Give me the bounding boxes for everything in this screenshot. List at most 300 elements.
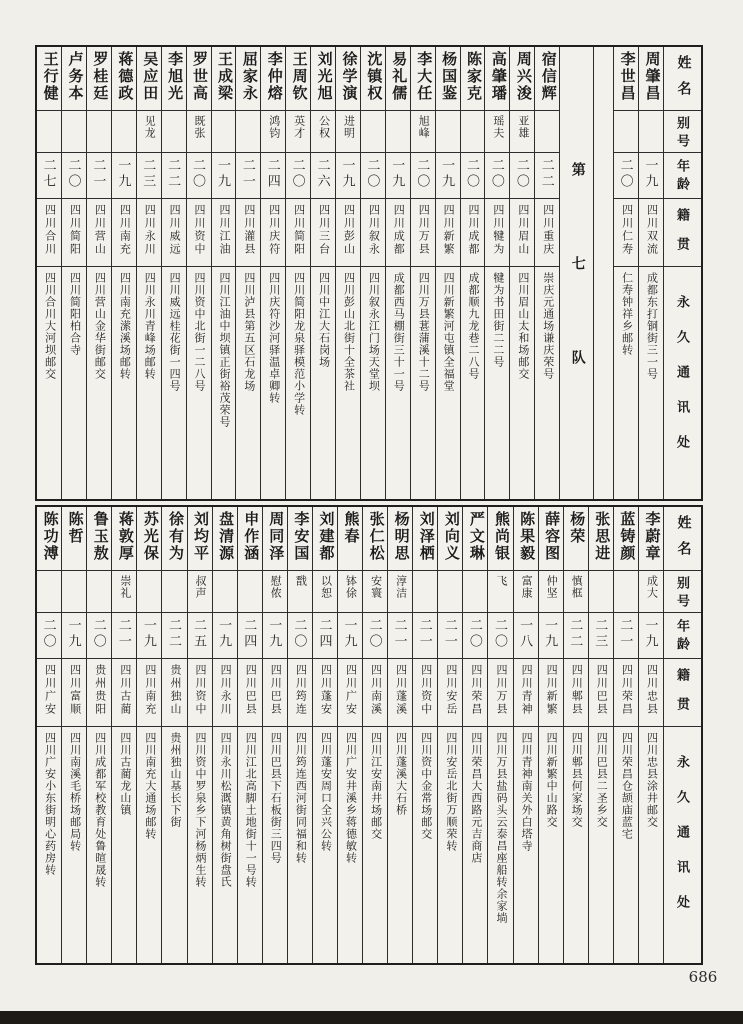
header-origin-text: 籍贯 (675, 668, 690, 726)
header-alias-text: 别号 (675, 116, 690, 152)
person-alias-cell (188, 571, 212, 613)
person-address-text: 四川永川青峰场邮转 (143, 272, 156, 380)
person-age-text: 二〇 (492, 618, 508, 650)
person-age-cell (386, 153, 410, 199)
person-name-text: 刘光旭 (315, 51, 332, 102)
person-alias-cell (413, 571, 437, 613)
person-name-text: 宿信辉 (539, 51, 556, 102)
person-address-text: 四川叙永江门场天堂坝 (367, 272, 380, 392)
person-alias-cell (639, 111, 663, 153)
person-address-cell (187, 267, 211, 499)
person-address-cell (510, 267, 534, 499)
person-origin-text: 四川资中 (419, 664, 432, 716)
person-origin-text: 四川富顺 (68, 664, 81, 716)
person-column (235, 47, 260, 499)
person-name-text: 李蔚章 (643, 511, 660, 562)
person-name-cell (37, 47, 61, 111)
person-origin-cell (187, 199, 211, 267)
person-age-text: 二〇 (66, 158, 82, 190)
person-address-text: 四川新繁中山路交 (545, 732, 558, 828)
person-address-cell (238, 727, 262, 963)
person-address-text: 四川资中北街一二八号 (193, 272, 206, 392)
person-name-cell (261, 47, 285, 111)
person-column (588, 507, 613, 963)
person-name-cell (311, 47, 335, 111)
person-age-text: 二一 (442, 618, 458, 650)
person-origin-text: 四川青神 (520, 664, 533, 716)
person-alias-cell (614, 111, 638, 153)
person-column (86, 507, 111, 963)
person-age-text: 二〇 (91, 618, 107, 650)
person-name-cell (187, 47, 211, 111)
person-alias-cell (288, 571, 312, 613)
person-origin-text: 四川郫县 (570, 664, 583, 716)
person-age-cell (485, 153, 509, 199)
person-address-cell (137, 727, 161, 963)
person-alias-cell (37, 571, 61, 613)
person-age-text: 二一 (240, 158, 256, 190)
person-age-cell (510, 153, 534, 199)
header-name-text: 姓名 (675, 515, 691, 567)
person-origin-cell (488, 659, 512, 727)
person-age-text: 二〇 (618, 158, 634, 190)
person-age-cell (187, 153, 211, 199)
person-age-text: 二五 (192, 618, 208, 650)
person-address-text: 四川安岳北街万顺荣转 (444, 732, 457, 852)
person-alias-text: 叔声 (194, 575, 207, 599)
person-address-text: 四川江北高脚土地街十一号转 (244, 732, 257, 888)
header-age-cell (664, 153, 701, 199)
person-origin-text: 四川威远 (168, 204, 181, 256)
person-name-text: 陈果毅 (518, 511, 535, 562)
person-column (484, 47, 509, 499)
person-name-cell (288, 507, 312, 571)
person-name-cell (188, 507, 212, 571)
header-origin-cell (664, 659, 701, 727)
person-name-cell (639, 47, 663, 111)
person-origin-text: 四川成都 (467, 204, 480, 256)
person-alias-cell (187, 111, 211, 153)
person-age-text: 二七 (41, 158, 57, 190)
person-alias-cell (137, 571, 161, 613)
person-column (111, 507, 136, 963)
person-origin-text: 四川忠县 (645, 664, 658, 716)
person-age-text: 二〇 (365, 158, 381, 190)
person-alias-cell (162, 571, 186, 613)
person-name-text: 熊春 (342, 511, 359, 545)
person-column (362, 507, 387, 963)
person-name-cell (539, 507, 563, 571)
person-name-cell (461, 47, 485, 111)
person-name-cell (162, 47, 186, 111)
person-age-cell (413, 613, 437, 659)
person-name-cell (162, 507, 186, 571)
person-column (613, 507, 638, 963)
person-name-cell (37, 507, 61, 571)
person-origin-text: 四川简阳 (68, 204, 81, 256)
person-name-cell (485, 47, 509, 111)
squad-divider-column (559, 47, 593, 499)
person-age-text: 二〇 (415, 158, 431, 190)
person-address-text: 四川南充潆溪场邮转 (118, 272, 131, 380)
person-age-text: 二一 (392, 618, 408, 650)
person-age-cell (112, 153, 136, 199)
person-origin-text: 四川南溪 (369, 664, 382, 716)
person-address-text: 四川营山金华街邮交 (93, 272, 106, 380)
person-address-cell (313, 727, 337, 963)
person-age-text: 一九 (643, 618, 659, 650)
person-origin-text: 四川永川 (219, 664, 232, 716)
person-origin-cell (436, 199, 460, 267)
person-name-cell (463, 507, 487, 571)
person-alias-text: 鸿钧 (267, 115, 280, 139)
header-age-text: 年龄 (675, 619, 690, 655)
header-age-text: 年龄 (675, 159, 690, 195)
scan-edge-artifact (0, 1011, 743, 1024)
person-alias-cell (461, 111, 485, 153)
person-origin-text: 四川资中 (193, 204, 206, 256)
person-address-cell (188, 727, 212, 963)
person-name-text: 卢务本 (66, 51, 83, 102)
person-name-text: 盘清源 (217, 511, 234, 562)
person-origin-cell (514, 659, 538, 727)
person-origin-cell (639, 659, 663, 727)
person-age-text: 一九 (141, 618, 157, 650)
person-address-text: 四川万县葚蒲溪十二号 (417, 272, 430, 392)
person-name-text: 周肇昌 (643, 51, 660, 102)
person-alias-text: 英才 (292, 115, 305, 139)
person-origin-text: 四川江油 (217, 204, 230, 256)
person-address-cell (336, 267, 360, 499)
person-name-cell (87, 47, 111, 111)
person-origin-text: 贵州贵阳 (93, 664, 106, 716)
person-name-cell (62, 507, 86, 571)
person-column (487, 507, 512, 963)
person-name-text: 熊尚银 (492, 511, 509, 562)
person-address-text: 四川成都军校教育处鲁暄晟转 (93, 732, 106, 888)
top-register-table (35, 45, 703, 501)
person-address-cell (263, 727, 287, 963)
person-age-text: 二〇 (489, 158, 505, 190)
person-origin-cell (589, 659, 613, 727)
person-address-cell (162, 727, 186, 963)
person-address-text: 四川简阳龙泉驿模范小学转 (292, 272, 305, 416)
person-age-text: 二〇 (290, 158, 306, 190)
person-origin-cell (463, 659, 487, 727)
person-age-text: 一九 (643, 158, 659, 190)
person-origin-text: 四川蓬安 (319, 664, 332, 716)
person-alias-cell (535, 111, 559, 153)
person-origin-text: 四川简阳 (292, 204, 305, 256)
person-name-cell (411, 47, 435, 111)
header-column (663, 507, 701, 963)
person-address-text: 崇庆元通场谦庆荣号 (541, 272, 554, 380)
person-address-cell (485, 267, 509, 499)
person-origin-text: 四川三台 (317, 204, 330, 256)
person-alias-cell (514, 571, 538, 613)
person-address-text: 仁寿钟祥乡邮转 (620, 272, 633, 356)
person-age-cell (286, 153, 310, 199)
person-column (61, 507, 86, 963)
person-origin-cell (510, 199, 534, 267)
person-address-cell (413, 727, 437, 963)
person-origin-cell (288, 659, 312, 727)
person-origin-cell (37, 659, 61, 727)
person-alias-cell (87, 111, 111, 153)
person-name-cell (238, 507, 262, 571)
person-column (260, 47, 285, 499)
header-origin-text: 籍贯 (675, 208, 690, 266)
person-address-text: 四川眉山太和场邮交 (516, 272, 529, 380)
person-alias-cell (386, 111, 410, 153)
person-address-cell (535, 267, 559, 499)
person-address-cell (236, 267, 260, 499)
person-origin-cell (338, 659, 362, 727)
person-name-cell (87, 507, 111, 571)
header-alias-cell (664, 111, 701, 153)
person-alias-cell (62, 111, 86, 153)
person-address-text: 四川万县盐码头云泰昌座船转余家埫 (494, 732, 507, 924)
person-address-text: 成都西马棚街三十一号 (392, 272, 405, 392)
person-alias-cell (311, 111, 335, 153)
person-name-cell (514, 507, 538, 571)
person-age-cell (488, 613, 512, 659)
person-column (136, 47, 161, 499)
person-name-cell (213, 507, 237, 571)
person-alias-cell (485, 111, 509, 153)
person-alias-cell (438, 571, 462, 613)
person-age-text: 二三 (593, 618, 609, 650)
person-address-text: 四川广安井溪乡蒋德敏转 (344, 732, 357, 864)
person-name-text: 蓝铸颜 (618, 511, 635, 562)
person-column (613, 47, 638, 499)
person-origin-text: 四川巴县 (595, 664, 608, 716)
person-age-cell (137, 613, 161, 659)
person-address-cell (386, 267, 410, 499)
person-column (111, 47, 136, 499)
person-name-text: 杨明思 (392, 511, 409, 562)
person-name-cell (510, 47, 534, 111)
person-age-cell (614, 153, 638, 199)
header-name-text: 姓名 (675, 55, 691, 107)
person-age-text: 一九 (66, 618, 82, 650)
person-name-text: 高肇璠 (489, 51, 506, 102)
person-age-cell (614, 613, 638, 659)
person-age-cell (313, 613, 337, 659)
person-column (509, 47, 534, 499)
person-alias-cell (639, 571, 663, 613)
person-origin-cell (286, 199, 310, 267)
person-origin-text: 四川筠连 (294, 664, 307, 716)
person-origin-cell (212, 199, 236, 267)
person-age-text: 二〇 (467, 618, 483, 650)
person-address-cell (361, 267, 385, 499)
person-alias-text: 戬 (294, 575, 307, 587)
person-alias-text: 慎框 (570, 575, 583, 599)
person-age-text: 一九 (215, 158, 231, 190)
person-age-text: 一八 (518, 618, 534, 650)
header-alias-text: 别号 (675, 576, 690, 612)
person-name-cell (137, 507, 161, 571)
person-column (186, 47, 211, 499)
person-address-text: 四川筠连西河街同福和转 (294, 732, 307, 864)
person-alias-cell (488, 571, 512, 613)
person-age-text: 二〇 (465, 158, 481, 190)
person-alias-text: 成大 (645, 575, 658, 599)
person-name-cell (589, 507, 613, 571)
person-column (187, 507, 212, 963)
person-address-cell (212, 267, 236, 499)
person-name-cell (488, 507, 512, 571)
person-alias-text: 钵俆 (344, 575, 357, 599)
person-column (538, 507, 563, 963)
person-name-cell (112, 47, 136, 111)
person-origin-cell (485, 199, 509, 267)
person-origin-text: 四川重庆 (541, 204, 554, 256)
person-origin-text: 四川彭山 (342, 204, 355, 256)
person-address-text: 四川泸县第五区石龙场 (242, 272, 255, 392)
person-origin-cell (87, 199, 111, 267)
person-origin-cell (461, 199, 485, 267)
person-name-cell (436, 47, 460, 111)
person-origin-cell (535, 199, 559, 267)
person-origin-text: 四川巴县 (244, 664, 257, 716)
person-name-cell (212, 47, 236, 111)
person-address-text: 四川南溪毛桥场邮局转 (68, 732, 81, 852)
person-age-cell (311, 153, 335, 199)
person-address-text: 四川巴县下石板街三四号 (269, 732, 282, 864)
person-name-cell (363, 507, 387, 571)
person-column (638, 507, 663, 963)
person-address-text: 四川永川松溉镇黄角树街盘氏 (219, 732, 232, 888)
person-address-cell (639, 727, 663, 963)
person-name-text: 苏光保 (141, 511, 158, 562)
person-alias-text: 亚雄 (516, 115, 529, 139)
person-origin-text: 四川新繁 (545, 664, 558, 716)
person-column (312, 507, 337, 963)
person-address-cell (614, 267, 638, 499)
person-origin-text: 四川成都 (392, 204, 405, 256)
person-alias-text: 慰侬 (269, 575, 282, 599)
person-origin-cell (313, 659, 337, 727)
person-address-cell (112, 267, 136, 499)
person-origin-cell (413, 659, 437, 727)
person-name-cell (286, 47, 310, 111)
person-age-text: 二二 (568, 618, 584, 650)
person-alias-text: 瑶夫 (491, 115, 504, 139)
person-origin-cell (213, 659, 237, 727)
person-address-cell (388, 727, 412, 963)
person-alias-text: 安寰 (369, 575, 382, 599)
person-origin-cell (386, 199, 410, 267)
person-address-text: 四川荣昌大西路元吉商店 (469, 732, 482, 864)
person-alias-cell (539, 571, 563, 613)
person-address-text: 四川简阳柏合寺 (68, 272, 81, 356)
person-name-cell (338, 507, 362, 571)
person-age-text: 一九 (217, 618, 233, 650)
person-name-cell (388, 507, 412, 571)
person-name-text: 李仲熔 (265, 51, 282, 102)
person-name-text: 鲁玉敖 (91, 511, 108, 562)
person-alias-cell (137, 111, 161, 153)
person-alias-cell (162, 111, 186, 153)
person-address-cell (514, 727, 538, 963)
person-name-text: 徐有为 (166, 511, 183, 562)
person-alias-cell (37, 111, 61, 153)
person-address-text: 四川荣昌仓颉庙蓝宅 (620, 732, 633, 840)
person-alias-text: 见龙 (143, 115, 156, 139)
person-name-text: 李世昌 (618, 51, 635, 102)
squad-label: 第七队 (569, 162, 585, 444)
person-origin-text: 四川眉山 (516, 204, 529, 256)
person-age-cell (261, 153, 285, 199)
header-origin-cell (664, 199, 701, 267)
person-address-cell (639, 267, 663, 499)
person-column (37, 507, 61, 963)
person-name-cell (438, 507, 462, 571)
person-age-cell (361, 153, 385, 199)
person-name-text: 严文琳 (467, 511, 484, 562)
person-age-text: 一九 (340, 158, 356, 190)
person-address-cell (436, 267, 460, 499)
person-age-cell (37, 613, 61, 659)
person-address-cell (87, 727, 111, 963)
person-origin-text: 四川万县 (494, 664, 507, 716)
person-origin-text: 四川合川 (43, 204, 56, 256)
person-address-cell (338, 727, 362, 963)
person-address-cell (87, 267, 111, 499)
person-age-text: 一九 (267, 618, 283, 650)
person-age-cell (62, 153, 86, 199)
person-address-cell (614, 727, 638, 963)
person-origin-cell (62, 199, 86, 267)
person-address-text: 四川青神南关外白塔寺 (520, 732, 533, 852)
person-name-cell (639, 507, 663, 571)
person-alias-text: 以恕 (319, 575, 332, 599)
person-alias-text: 旭峰 (417, 115, 430, 139)
person-origin-cell (137, 199, 161, 267)
person-name-cell (413, 507, 437, 571)
person-address-text: 四川庆符沙河驿温卓卿转 (267, 272, 280, 404)
person-column (563, 507, 588, 963)
person-name-cell (361, 47, 385, 111)
person-address-cell (37, 727, 61, 963)
header-address-text: 永久通讯处 (675, 755, 690, 930)
person-origin-cell (388, 659, 412, 727)
person-name-text: 李大任 (415, 51, 432, 102)
person-age-cell (213, 613, 237, 659)
blank-spacer-column (593, 47, 613, 499)
person-name-cell (112, 507, 136, 571)
person-name-text: 吴应田 (141, 51, 158, 102)
person-age-cell (639, 613, 663, 659)
person-origin-cell (37, 199, 61, 267)
person-name-text: 蒋敦厚 (116, 511, 133, 562)
person-origin-cell (236, 199, 260, 267)
person-address-cell (564, 727, 588, 963)
header-name-cell (664, 507, 701, 571)
person-address-cell (463, 727, 487, 963)
person-alias-text: 进明 (342, 115, 355, 139)
person-alias-cell (363, 571, 387, 613)
person-address-cell (137, 267, 161, 499)
person-age-text: 二一 (116, 618, 132, 650)
person-alias-cell (236, 111, 260, 153)
person-age-cell (112, 613, 136, 659)
person-age-text: 二〇 (292, 618, 308, 650)
person-address-text: 四川古蔺龙山镇 (118, 732, 131, 816)
person-alias-cell (238, 571, 262, 613)
